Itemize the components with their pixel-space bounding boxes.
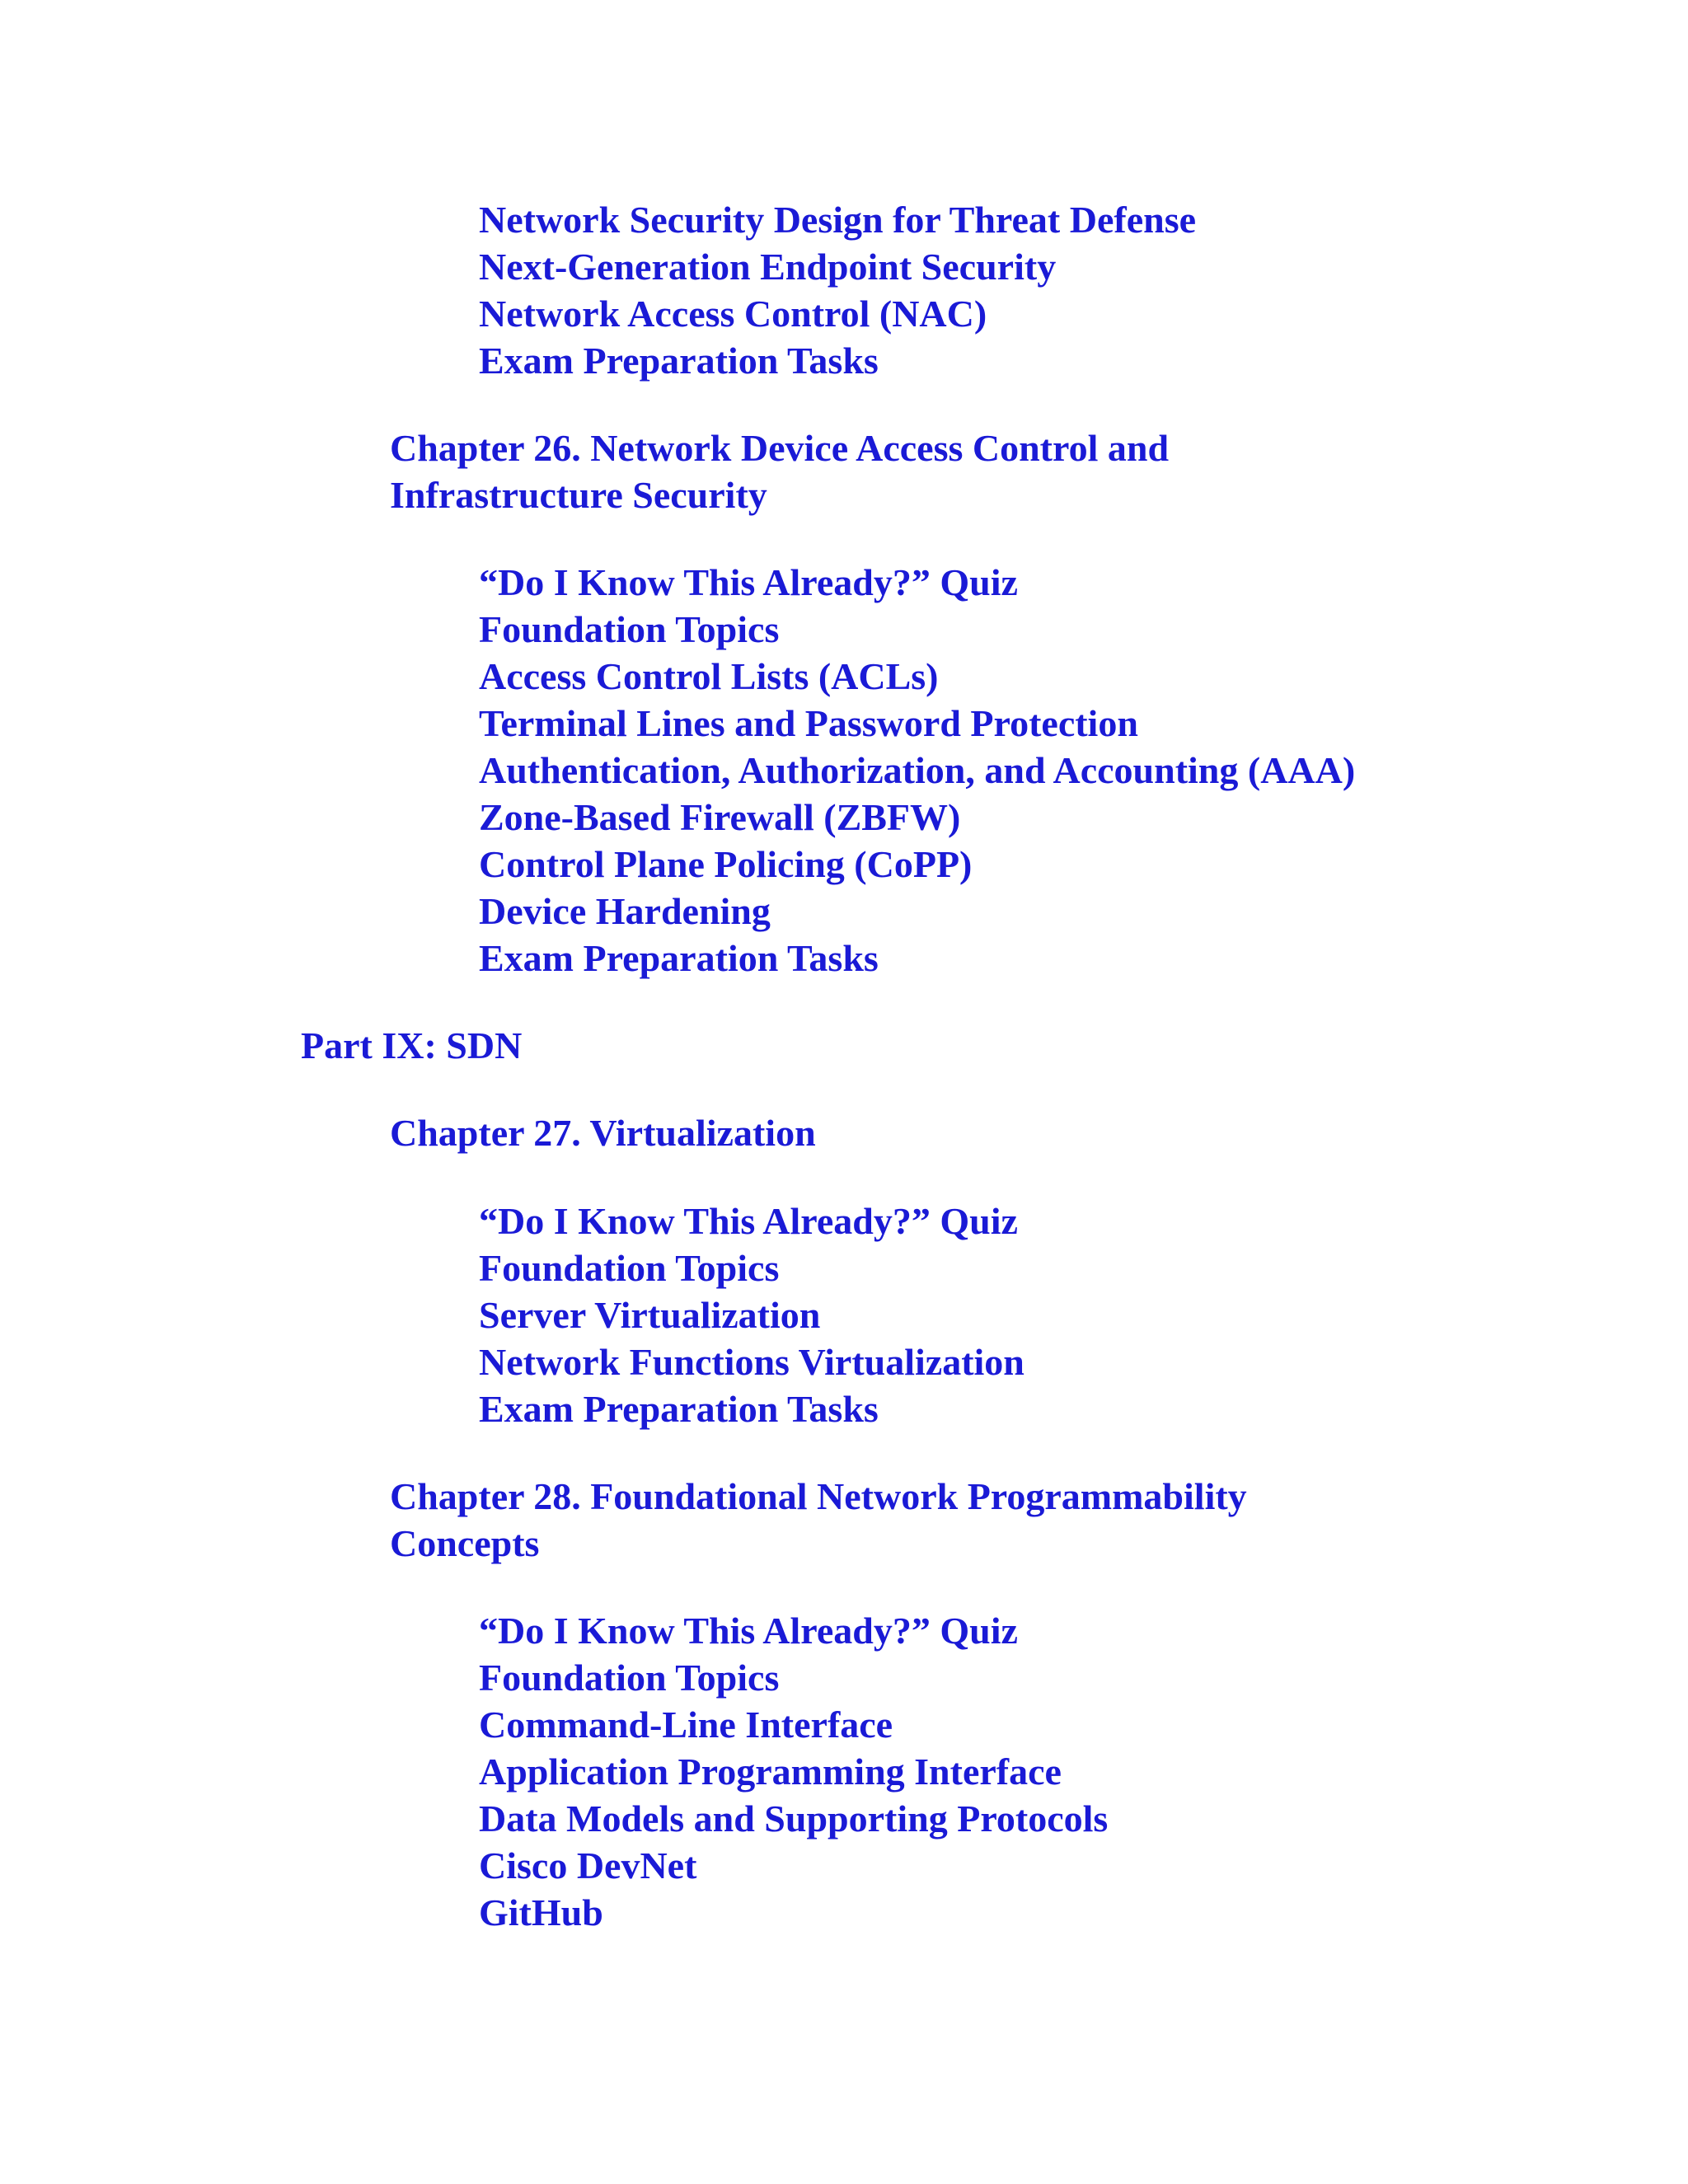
toc-link[interactable]: GitHub <box>479 1891 603 1933</box>
toc-link[interactable]: Device Hardening <box>479 890 771 932</box>
toc-link[interactable]: “Do I Know This Already?” Quiz <box>479 1200 1018 1242</box>
toc-link[interactable]: Access Control Lists (ACLs) <box>479 655 939 697</box>
toc-link[interactable]: Authentication, Authorization, and Accounting (AAA) <box>479 749 1356 791</box>
toc-link[interactable]: Control Plane Policing (CoPP) <box>479 843 973 885</box>
chapter-28-heading <box>390 1473 1247 1567</box>
chapter-28-link-line2[interactable]: Concepts <box>390 1522 540 1564</box>
toc-link[interactable]: Cisco DevNet <box>479 1844 697 1886</box>
chapter-26-link-line2[interactable]: Infrastructure Security <box>390 474 767 516</box>
toc-link[interactable]: Next-Generation Endpoint Security <box>479 246 1057 288</box>
toc-link[interactable]: “Do I Know This Already?” Quiz <box>479 1610 1018 1652</box>
chapter-28-link-line1[interactable]: Chapter 28. Foundational Network Programmability <box>390 1475 1247 1517</box>
toc-link[interactable]: Foundation Topics <box>479 608 780 650</box>
toc-link[interactable]: Network Security Design for Threat Defense <box>479 199 1197 241</box>
chapter-27-link[interactable]: Chapter 27. Virtualization <box>390 1112 816 1154</box>
toc-link[interactable]: Foundation Topics <box>479 1247 780 1289</box>
toc-link[interactable]: Foundation Topics <box>479 1657 780 1699</box>
toc-link[interactable]: Zone-Based Firewall (ZBFW) <box>479 796 961 838</box>
toc-link[interactable]: Data Models and Supporting Protocols <box>479 1797 1109 1840</box>
chapter-26-link-line1[interactable]: Chapter 26. Network Device Access Control and <box>390 427 1170 469</box>
toc-link[interactable]: Exam Preparation Tasks <box>479 1388 879 1430</box>
chapter-26-heading <box>390 424 1169 518</box>
toc-link[interactable]: Application Programming Interface <box>479 1750 1062 1793</box>
toc-link[interactable]: Server Virtualization <box>479 1294 821 1336</box>
toc-link[interactable]: Command-Line Interface <box>479 1704 893 1746</box>
toc-link[interactable]: Exam Preparation Tasks <box>479 340 879 382</box>
toc-link[interactable]: Terminal Lines and Password Protection <box>479 702 1138 744</box>
toc-link[interactable]: “Do I Know This Already?” Quiz <box>479 561 1018 603</box>
part-9-link[interactable]: Part IX: SDN <box>301 1024 523 1066</box>
toc-link[interactable]: Network Access Control (NAC) <box>479 293 987 335</box>
toc-link[interactable]: Exam Preparation Tasks <box>479 937 879 979</box>
toc-link[interactable]: Network Functions Virtualization <box>479 1341 1025 1383</box>
